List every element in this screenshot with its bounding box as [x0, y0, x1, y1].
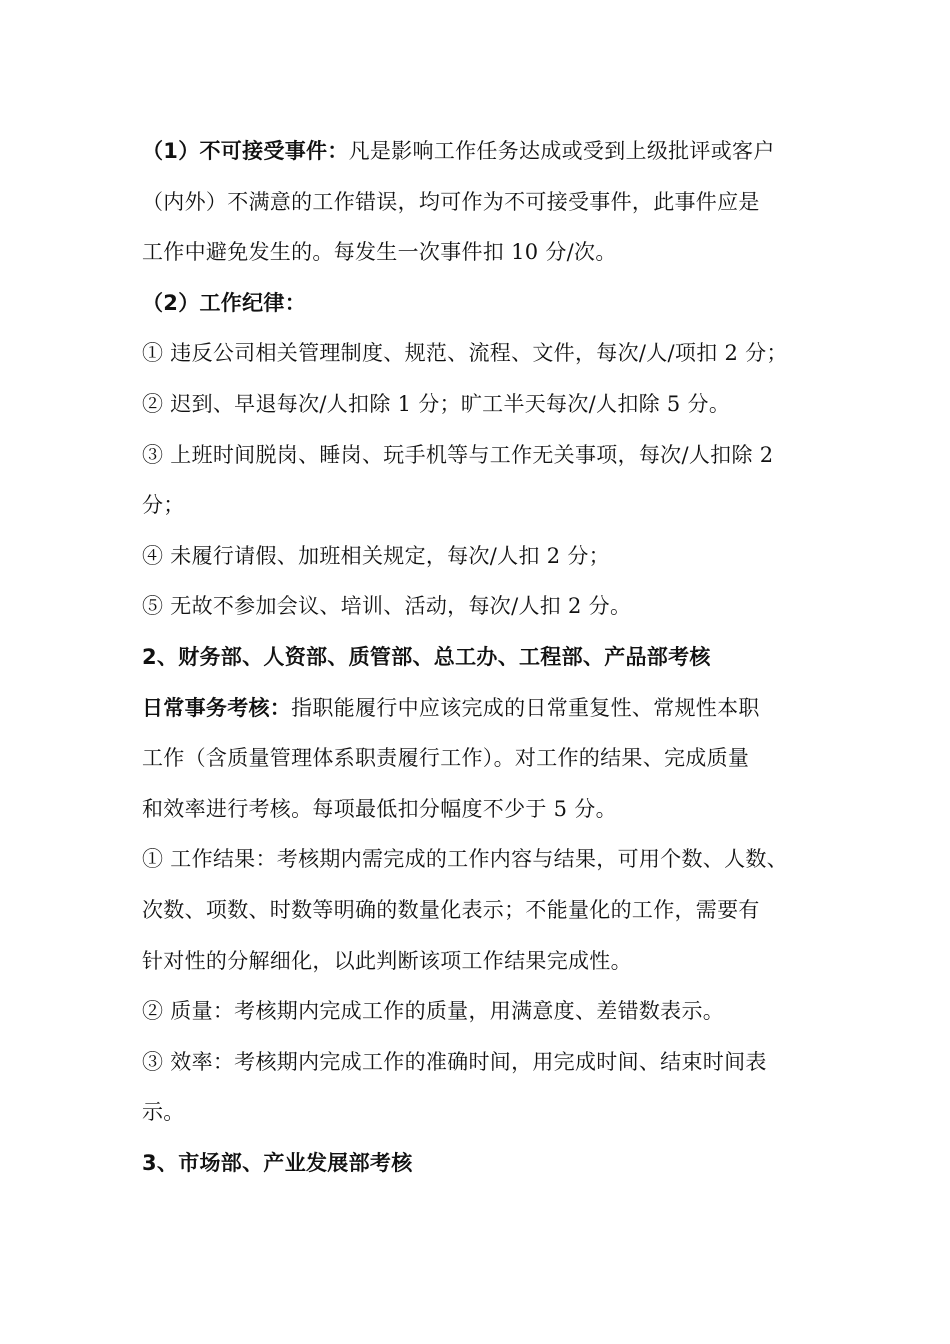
assessment-point-3-cont: 示。: [142, 1100, 185, 1125]
item1-line-1: [142, 126, 814, 177]
daily-assessment-label: 日常事务考核：: [142, 695, 292, 720]
item1-text-1: 凡是影响工作任务达成或受到上级批评或客户: [348, 139, 775, 163]
item1-line-3: 工作中避免发生的。每发生一次事件扣 10 分/次。: [142, 240, 617, 265]
document-body: [142, 126, 814, 1188]
item1-label: （1）不可接受事件：: [142, 139, 349, 163]
assessment-point-1-cont-2: 针对性的分解细化，以此判断该项工作结果完成性。: [142, 948, 632, 973]
discipline-rule-5: ⑤ 无故不参加会议、培训、活动，每次/人扣 2 分。: [142, 594, 632, 619]
assessment-point-3: ③ 效率：考核期内完成工作的准确时间，用完成时间、结束时间表: [142, 1049, 767, 1074]
item2-heading: （2）工作纪律：: [142, 290, 307, 315]
section2-heading: 2、财务部、人资部、质管部、总工办、工程部、产品部考核: [142, 644, 711, 669]
daily-assessment-text-1: 指职能履行中应该完成的日常重复性、常规性本职: [291, 695, 760, 720]
daily-assessment-line-2: 工作（含质量管理体系职责履行工作）。对工作的结果、完成质量: [142, 746, 750, 771]
discipline-rule-3-cont: 分；: [142, 493, 185, 518]
assessment-point-2: ② 质量：考核期内完成工作的质量，用满意度、差错数表示。: [142, 999, 725, 1024]
assessment-point-1-cont-1: 次数、项数、时数等明确的数量化表示；不能量化的工作，需要有: [142, 897, 760, 922]
discipline-rule-2: ② 迟到、早退每次/人扣除 1 分；旷工半天每次/人扣除 5 分。: [142, 391, 731, 416]
daily-assessment-line-1: [142, 683, 814, 734]
item1-line-2: （内外）不满意的工作错误，均可作为不可接受事件，此事件应是: [142, 189, 760, 214]
discipline-rule-4: ④ 未履行请假、加班相关规定，每次/人扣 2 分；: [142, 543, 610, 568]
discipline-rule-3: ③ 上班时间脱岗、睡岗、玩手机等与工作无关事项，每次/人扣除 2: [142, 442, 774, 467]
section3-heading: 3、市场部、产业发展部考核: [142, 1150, 413, 1175]
assessment-point-1: ① 工作结果：考核期内需完成的工作内容与结果，可用个数、人数、: [142, 847, 788, 872]
discipline-rule-1: ① 违反公司相关管理制度、规范、流程、文件，每次/人/项扣 2 分；: [142, 341, 788, 366]
daily-assessment-line-3: 和效率进行考核。每项最低扣分幅度不少于 5 分。: [142, 796, 617, 821]
